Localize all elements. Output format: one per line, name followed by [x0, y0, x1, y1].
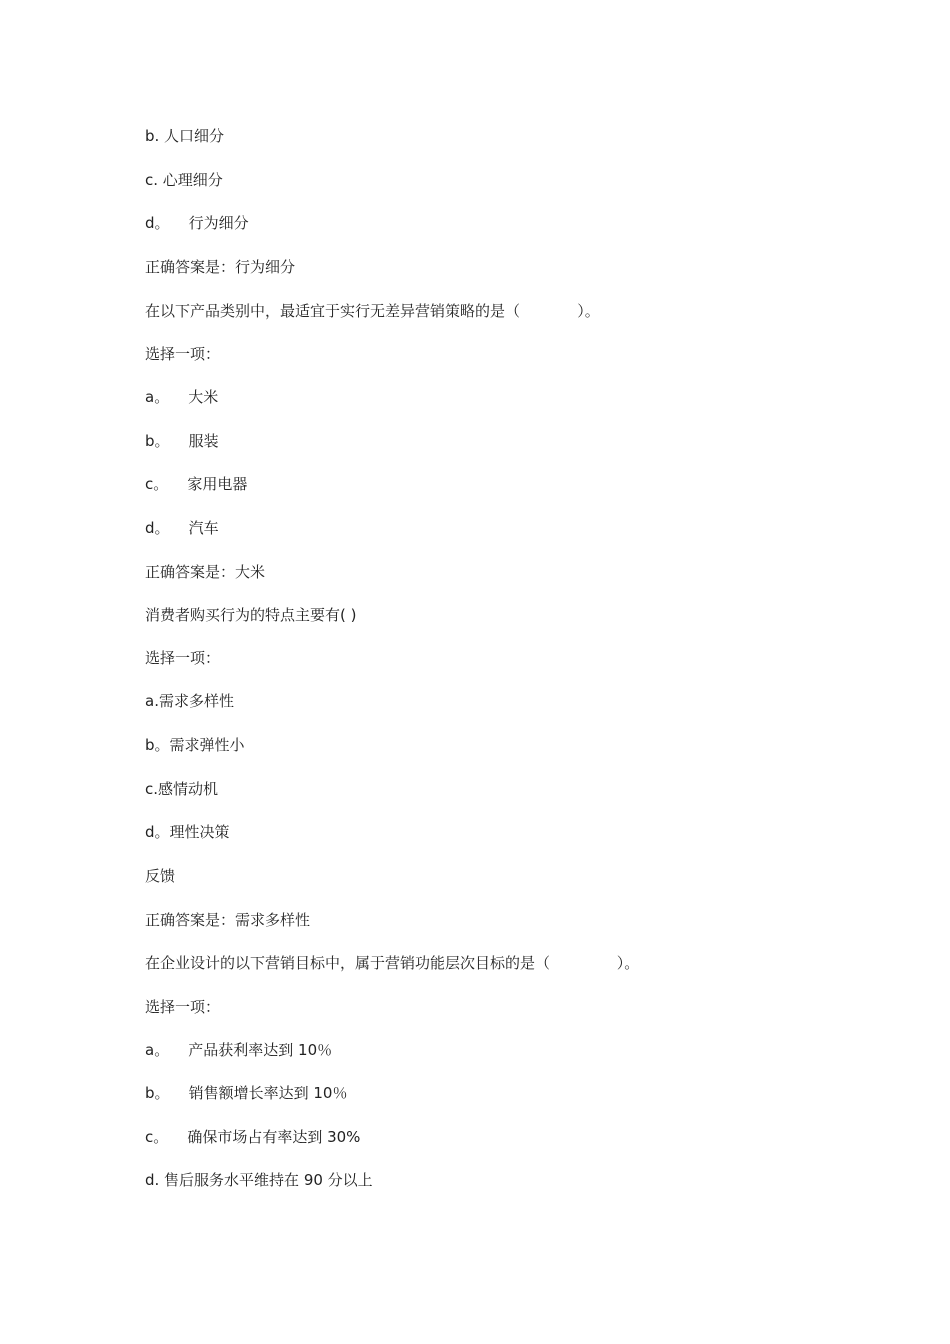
q4-option-b: b。 销售额增长率达到 10％: [145, 1084, 348, 1102]
feedback-label: 反馈: [145, 867, 176, 885]
option-b-demographic: b. 人口细分: [145, 127, 225, 145]
answer-2: 正确答案是：大米: [145, 563, 266, 581]
question-3: 消费者购买行为的特点主要有( ): [145, 606, 357, 624]
q2-option-b: b。 服装: [145, 432, 219, 450]
q2-option-c: c。 家用电器: [145, 475, 248, 493]
q3-option-a: a.需求多样性: [145, 692, 234, 710]
answer-3: 正确答案是：需求多样性: [145, 911, 311, 929]
q3-option-d: d。理性决策: [145, 823, 230, 841]
q2-option-d: d。 汽车: [145, 519, 219, 537]
option-c-psychographic: c. 心理细分: [145, 171, 223, 189]
choose-one-label: 选择一项：: [145, 345, 221, 363]
question-2: 在以下产品类别中，最适宜于实行无差异营销策略的是（ ）。: [145, 302, 600, 320]
q4-option-d: d. 售后服务水平维持在 90 分以上: [145, 1171, 373, 1189]
q3-option-c: c.感情动机: [145, 780, 219, 798]
q3-option-b: b。需求弹性小: [145, 736, 245, 754]
q4-option-c: c。 确保市场占有率达到 30%: [145, 1128, 361, 1146]
option-d-behavioral: d。 行为细分: [145, 214, 249, 232]
choose-one-label: 选择一项：: [145, 649, 221, 667]
q4-option-a: a。 产品获利率达到 10％: [145, 1041, 333, 1059]
choose-one-label: 选择一项：: [145, 998, 221, 1016]
answer-1: 正确答案是：行为细分: [145, 258, 296, 276]
q2-option-a: a。 大米: [145, 388, 219, 406]
question-4: 在企业设计的以下营销目标中，属于营销功能层次目标的是（ ）。: [145, 954, 640, 972]
